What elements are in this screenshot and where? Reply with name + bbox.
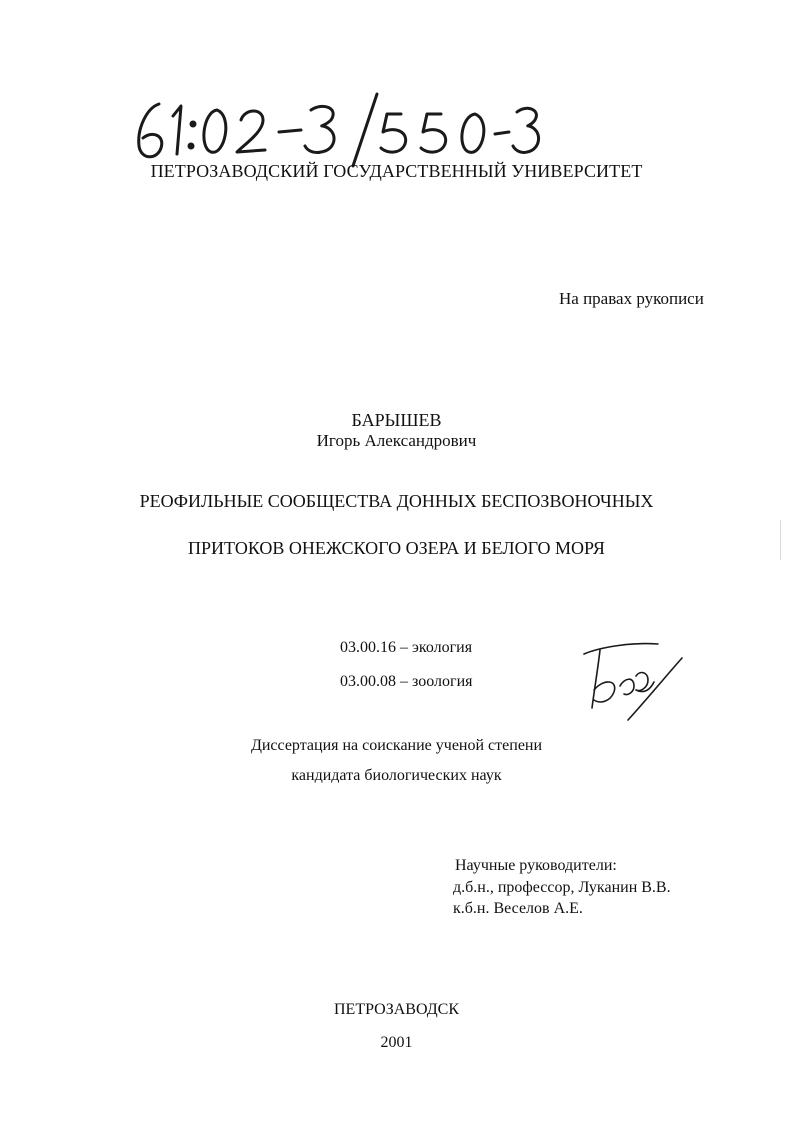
author-surname: БАРЫШЕВ — [351, 410, 442, 430]
city: ПЕТРОЗАВОДСК — [333, 1001, 459, 1018]
thesis-title-line-2: ПРИТОКОВ ОНЕЖСКОГО ОЗЕРА И БЕЛОГО МОРЯ — [188, 538, 605, 558]
supervisor-entry: к.б.н. Веселов А.Е. — [453, 900, 583, 917]
degree-name: кандидата биологических наук — [291, 767, 502, 784]
year: 2001 — [380, 1034, 413, 1051]
scan-edge-mark — [780, 520, 781, 560]
supervisors-heading: Научные руководители: — [455, 857, 617, 874]
specialty-code: 03.00.08 – зоология — [340, 673, 473, 690]
specialty-code: 03.00.16 – экология — [340, 639, 473, 656]
dissertation-statement: Диссертация на соискание ученой степени — [250, 737, 543, 754]
handwritten-signature — [578, 634, 688, 726]
author-name: Игорь Александрович — [316, 431, 477, 450]
thesis-title-line-1: РЕОФИЛЬНЫЕ СООБЩЕСТВА ДОННЫХ БЕСПОЗВОНОЧНЫХ — [139, 491, 654, 511]
handwritten-archive-code — [125, 88, 545, 170]
rights-note: На правах рукописи — [559, 289, 704, 308]
university-name: ПЕТРОЗАВОДСКИЙ ГОСУДАРСТВЕННЫЙ УНИВЕРСИТЕТ — [150, 161, 643, 181]
supervisor-entry: д.б.н., профессор, Луканин В.В. — [453, 879, 671, 896]
